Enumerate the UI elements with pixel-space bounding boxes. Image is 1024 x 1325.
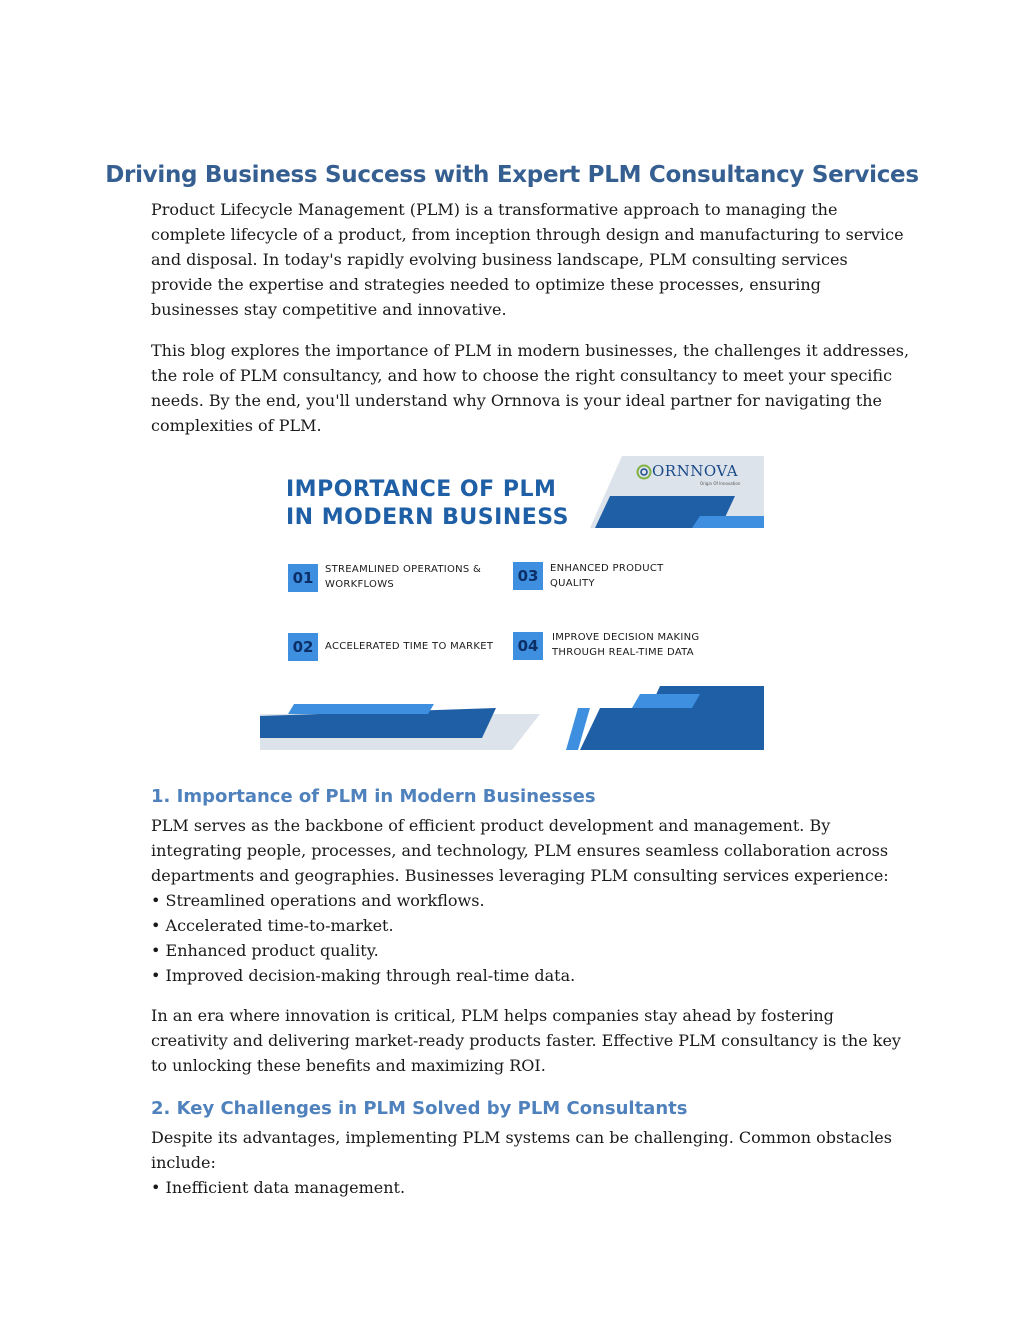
item-label-line: QUALITY: [550, 578, 595, 589]
item-label: [325, 639, 493, 654]
plm-infographic: [260, 456, 764, 750]
text-line: departments and geographies. Businesses leveraging PLM consulting services experience:: [151, 866, 889, 885]
text-line: needs. By the end, you'll understand why Ornnova is your ideal partner for navigating the: [151, 391, 883, 410]
infographic-title-line: IMPORTANCE OF PLM: [286, 477, 557, 502]
intro-paragraph-2: [151, 338, 910, 438]
logo-tagline: Origin Of Innovation: [700, 481, 741, 486]
item-number-badge: 03: [513, 562, 543, 590]
item-label-line: IMPROVE DECISION MAKING: [552, 632, 700, 643]
page-title: Driving Business Success with Expert PLM Consultancy Services: [105, 162, 919, 188]
text-line: integrating people, processes, and technology, PLM ensures seamless collaboration across: [151, 841, 889, 860]
text-line: complete lifecycle of a product, from inception through design and manufacturing to service: [151, 225, 904, 244]
item-number-badge: 04: [513, 632, 543, 660]
text-line: include:: [151, 1153, 216, 1172]
text-line: This blog explores the importance of PLM in modern businesses, the challenges it addresses,: [151, 341, 910, 360]
item-label-line: THROUGH REAL-TIME DATA: [552, 647, 694, 658]
item-label-line: WORKFLOWS: [325, 579, 395, 590]
list-item: • Inefficient data management.: [151, 1178, 406, 1197]
section-1-heading: 1. Importance of PLM in Modern Businesses: [151, 786, 596, 807]
list-item: • Streamlined operations and workflows.: [151, 891, 485, 910]
section-1-paragraph: [151, 813, 889, 988]
infographic-title-line: IN MODERN BUSINESS: [286, 505, 569, 530]
list-item: • Accelerated time-to-market.: [151, 916, 394, 935]
text-line: the role of PLM consultancy, and how to choose the right consultancy to meet your specific: [151, 366, 893, 385]
text-line: PLM serves as the backbone of efficient product development and management. By: [151, 816, 831, 835]
item-label-line: ACCELERATED TIME TO MARKET: [325, 641, 494, 652]
infographic-title: [286, 476, 569, 532]
item-label: [325, 562, 481, 592]
text-line: complexities of PLM.: [151, 416, 322, 435]
text-line: creativity and delivering market-ready products faster. Effective PLM consultancy is the key: [151, 1031, 901, 1050]
item-number-badge: 02: [288, 633, 318, 661]
section-2-paragraph: [151, 1125, 892, 1200]
list-item: • Improved decision-making through real-time data.: [151, 966, 576, 985]
item-label-line: ENHANCED PRODUCT: [550, 563, 664, 574]
text-line: In an era where innovation is critical, PLM helps companies stay ahead by fostering: [151, 1006, 834, 1025]
intro-paragraph-1: [151, 197, 904, 322]
text-line: Despite its advantages, implementing PLM systems can be challenging. Common obstacles: [151, 1128, 892, 1147]
text-line: to unlocking these benefits and maximizing ROI.: [151, 1056, 546, 1075]
text-line: and disposal. In today's rapidly evolving business landscape, PLM consulting services: [151, 250, 848, 269]
item-label: [552, 630, 699, 660]
section-1-paragraph-2: [151, 1003, 901, 1078]
ornnova-logo: [622, 456, 764, 498]
item-number-badge: 01: [288, 564, 318, 592]
item-label-line: STREAMLINED OPERATIONS &: [325, 564, 482, 575]
text-line: businesses stay competitive and innovative.: [151, 300, 507, 319]
section-2-heading: 2. Key Challenges in PLM Solved by PLM Consultants: [151, 1098, 688, 1119]
item-label: [550, 561, 664, 591]
logo-mark-icon: [636, 464, 652, 480]
text-line: Product Lifecycle Management (PLM) is a transformative approach to managing the: [151, 200, 838, 219]
list-item: • Enhanced product quality.: [151, 941, 379, 960]
text-line: provide the expertise and strategies needed to optimize these processes, ensuring: [151, 275, 821, 294]
logo-text: ORNNOVA: [652, 462, 739, 480]
